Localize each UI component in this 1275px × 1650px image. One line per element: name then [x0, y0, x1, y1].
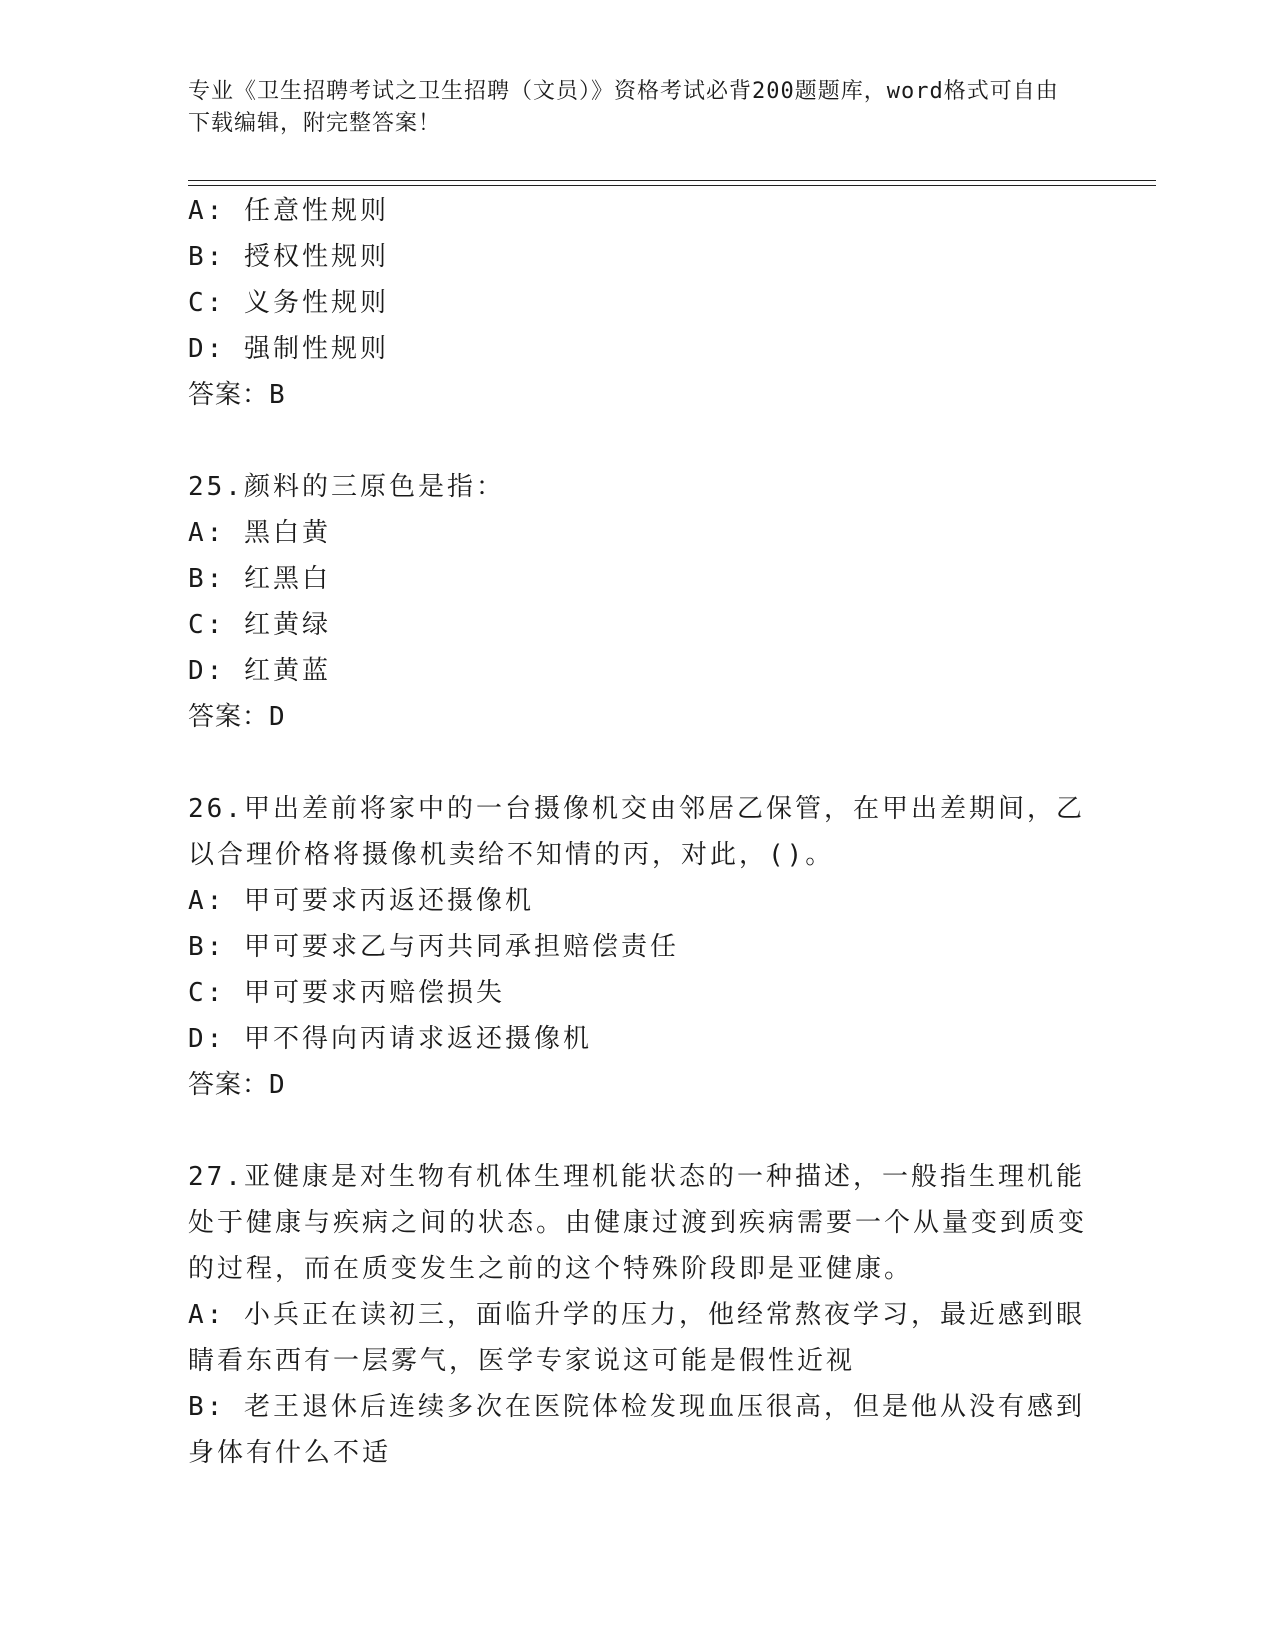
option-a: A: 黑白黄 [188, 518, 331, 548]
question-block-previous [188, 188, 1088, 418]
option-c: C: 红黄绿 [188, 610, 331, 640]
question-stem: 27.亚健康是对生物有机体生理机能状态的一种描述，一般指生理机能处于健康与疾病之间的状态。由健康过渡到疾病需要一个从量变到质变的过程，而在质变发生之前的这个特殊阶段即是亚健康。 [188, 1162, 1088, 1284]
option-b: B: 授权性规则 [188, 242, 389, 272]
option-c: C: 甲可要求丙赔偿损失 [188, 978, 505, 1008]
question-stem: 25.颜料的三原色是指： [188, 472, 505, 502]
answer-line: 答案：D [188, 1070, 286, 1100]
answer-line: 答案：D [188, 702, 286, 732]
option-b: B: 红黑白 [188, 564, 331, 594]
question-block-27 [188, 1154, 1088, 1476]
spacer [188, 1108, 1088, 1154]
spacer [188, 418, 1088, 464]
option-a: A: 小兵正在读初三，面临升学的压力，他经常熬夜学习，最近感到眼睛看东西有一层雾气，医学专家说这可能是假性近视 [188, 1300, 1085, 1376]
option-a: A: 甲可要求丙返还摄像机 [188, 886, 534, 916]
option-b: B: 甲可要求乙与丙共同承担赔偿责任 [188, 932, 679, 962]
header-divider-top [188, 180, 1156, 181]
answer-line: 答案：B [188, 380, 286, 410]
header-divider-bottom [188, 185, 1156, 186]
option-d: D: 红黄蓝 [188, 656, 331, 686]
question-block-25 [188, 464, 1088, 740]
option-a: A: 任意性规则 [188, 196, 389, 226]
option-c: C: 义务性规则 [188, 288, 389, 318]
document-header [188, 76, 1068, 140]
spacer [188, 740, 1088, 786]
question-list [188, 188, 1088, 1476]
document-title: 专业《卫生招聘考试之卫生招聘（文员）》资格考试必背200题题库，word格式可自由下载编辑，附完整答案！ [188, 79, 1059, 136]
option-b: B: 老王退休后连续多次在医院体检发现血压很高，但是他从没有感到身体有什么不适 [188, 1392, 1085, 1468]
question-stem: 26.甲出差前将家中的一台摄像机交由邻居乙保管，在甲出差期间，乙以合理价格将摄像机卖给不知情的丙，对此，()。 [188, 794, 1085, 870]
option-d: D: 强制性规则 [188, 334, 389, 364]
question-block-26 [188, 786, 1088, 1108]
option-d: D: 甲不得向丙请求返还摄像机 [188, 1024, 592, 1054]
